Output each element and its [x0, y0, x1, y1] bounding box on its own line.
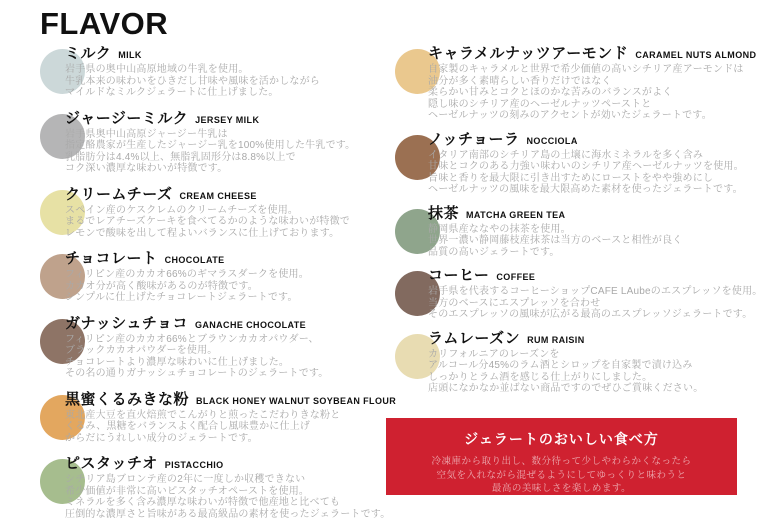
flavor-title — [65, 46, 400, 62]
flavor-description-line: ヘーゼルナッツの刻みのアクセントが効いたジェラートです。 — [428, 110, 712, 121]
flavor-item-ganache-chocolate — [65, 316, 400, 380]
flavor-name-jp: 抹茶 — [428, 204, 460, 222]
flavor-description — [428, 148, 763, 196]
flavor-description-line: 甘味とコクのある力強い味わいのシチリア産ヘーゼルナッツを使用。 — [428, 161, 744, 172]
flavor-description-line: 指定酪農家が生産したジャージー乳を100%使用した牛乳です。 — [65, 140, 356, 151]
flavor-description-line: 自家製のキャラメルと世界で希少価値の高いシチリア産アーモンドは — [428, 64, 744, 75]
flavor-description-line: まるでレアチーズケーキを食べてるかのような味わいが特徴で — [65, 216, 350, 227]
flavor-description-line: フィリピン産のカカオ66%のギマラスダークを使用。 — [65, 269, 309, 280]
flavor-description-line: 牛乳本来の味わいをひきだし甘味や風味を活かしながら — [65, 75, 320, 87]
tip-box-line: 最高の美味しさを楽しめます。 — [491, 483, 632, 494]
flavor-name-en: CHOCOLATE — [164, 255, 225, 265]
flavor-item-pistacchio — [65, 456, 400, 520]
flavor-title — [428, 268, 763, 284]
flavor-description — [428, 62, 763, 122]
flavor-description-line: 乳脂肪分は4.4%以上、無脂乳固形分は8.8%以上で — [65, 151, 296, 163]
tip-box-line: 空気を入れながら混ぜるようにしてゆっくりと味わうと — [436, 469, 687, 481]
flavor-title — [428, 46, 763, 62]
tip-box-line: 冷凍庫から取り出し、数分待って少しやわらかくなったら — [431, 456, 692, 467]
flavor-description-line: 当方のベースにエスプレッソを合わせ — [428, 297, 601, 309]
flavor-description — [65, 332, 400, 380]
flavor-item-nocciola — [428, 132, 763, 196]
flavor-description — [65, 62, 400, 99]
flavor-title — [428, 331, 763, 347]
flavor-name-en: GANACHE CHOCOLATE — [194, 319, 307, 330]
flavor-description-line: レモンで酸味を出して程よいバランスに仕上げております。 — [65, 227, 340, 239]
flavor-description — [65, 127, 400, 175]
flavor-name-en: MATCHA GREEN TEA — [466, 209, 566, 220]
flavor-name-jp: 黒蜜くるみきな粉 — [65, 390, 190, 408]
flavor-name-en: CARAMEL NUTS ALMOND — [635, 50, 757, 60]
flavor-description-line: スペイン産のケスクレムのクリームチーズを使用。 — [65, 204, 299, 216]
flavor-name-jp: クリームチーズ — [65, 185, 173, 203]
flavor-description-line: シンプルに仕上げたチョコレートジェラートです。 — [65, 292, 298, 303]
flavor-description-line: フィリピン産のカカオ66%とブラウンカカオパウダー、 — [65, 333, 319, 345]
flavor-name-jp: ノッチョーラ — [428, 130, 520, 148]
flavor-name-jp: ガナッシュチョコ — [65, 314, 188, 332]
flavor-name-en: RUM RAISIN — [527, 334, 585, 345]
flavor-column-left — [65, 46, 400, 532]
how-to-eat-tip-box — [386, 418, 737, 495]
flavor-description — [428, 347, 763, 395]
flavor-title — [428, 132, 763, 148]
flavor-name-jp: ミルク — [65, 45, 112, 62]
flavor-description-line: イタリア南部のシチリア島の土壌に海水ミネラルを多く含み — [428, 149, 704, 161]
flavor-description — [65, 267, 400, 304]
flavor-description-line: ブラックカカオパウダーを使用。 — [65, 345, 218, 356]
flavor-description-line: 岩手県奥中山高原ジャージー牛乳は — [65, 128, 228, 140]
flavor-name-en: CREAM CHEESE — [179, 190, 257, 201]
flavor-description-line: からだにうれしい成分のジェラートです。 — [65, 432, 258, 444]
flavor-description-line: 隠し味のシチリア産のヘーゼルナッツペーストと — [428, 98, 652, 110]
flavor-name-jp: キャラメルナッツアーモンド — [428, 45, 629, 62]
flavor-name-en: MILK — [118, 50, 142, 60]
flavor-description — [65, 203, 400, 240]
flavor-description-line: 岩手県を代表するコーヒーショップCAFE LAubeのエスプレッソを使用。 — [428, 286, 763, 297]
flavor-item-chocolate — [65, 251, 400, 304]
flavor-description-line: 旨味と香りを最大限に引き出すためにローストをやや強めにし — [428, 172, 714, 184]
flavor-description-line: しっかりとラム酒を感じる仕上がりにしました。 — [428, 371, 653, 383]
flavor-item-cream-cheese — [65, 187, 400, 240]
flavor-name-jp: コーヒー — [428, 267, 490, 284]
flavor-title — [65, 187, 400, 203]
flavor-title — [428, 206, 763, 222]
flavor-description-line: ヘーゼルナッツの風味を最大限高めた素材を使ったジェラートです。 — [428, 184, 743, 195]
flavor-description-line: カリフォルニアのレーズンを — [428, 348, 560, 360]
flavor-description-line: 東北産大豆を直火焙煎でこんがりと煎ったこだわりきな粉と — [65, 409, 341, 421]
flavor-description-line: チョコレートより濃厚な味わいに仕上げました。 — [65, 356, 290, 368]
flavor-description-line: ミネラルを多く含み濃厚な味わいが特徴で他産地と比べても — [65, 497, 341, 508]
flavor-item-rum-raisin — [428, 331, 763, 395]
flavor-name-jp: チョコレート — [65, 250, 158, 267]
flavor-name-jp: ジャージーミルク — [65, 109, 189, 127]
flavor-description-line: カカオ分が高く酸味があるのが特徴です。 — [65, 280, 258, 292]
flavor-description-line: 店頭になかなか並ばない商品ですのでぜひご賞味ください。 — [428, 383, 704, 394]
flavor-description-line: 静岡県産ななやの抹茶を使用。 — [428, 223, 571, 235]
flavor-item-matcha — [428, 206, 763, 259]
flavor-item-jersey-milk — [65, 111, 400, 175]
flavor-title — [65, 392, 400, 408]
flavor-description — [65, 472, 400, 520]
flavor-name-en: NOCCIOLA — [526, 135, 578, 146]
flavor-name-jp: ラムレーズン — [428, 329, 521, 347]
flavor-item-black-honey-walnut — [65, 392, 400, 445]
flavor-description-line: 品質の高いジェラートです。 — [428, 246, 560, 258]
flavor-item-milk — [65, 46, 400, 99]
flavor-item-coffee — [428, 268, 763, 321]
flavor-description-line: 世界一濃い静岡藤枝産抹茶は当方のベースと相性が良く — [428, 235, 683, 246]
flavor-name-en: PISTACCHIO — [164, 460, 224, 470]
flavor-column-right — [428, 46, 763, 405]
flavor-title — [65, 316, 400, 332]
flavor-title — [65, 456, 400, 472]
flavor-description-line: コク深い濃厚な味わいが特徴です。 — [65, 163, 228, 174]
flavor-description-line: シチリア島ブロンテ産の2年に一度しか収穫できない — [65, 474, 306, 485]
flavor-description — [65, 408, 400, 445]
flavor-description — [428, 284, 763, 321]
flavor-description-line: その名の通りガナッシュチョコレートのジェラートです。 — [65, 368, 329, 379]
page-title: FLAVOR — [40, 6, 169, 41]
flavor-description-line: そのエスプレッソの風味が広がる最高のエスプレッソジェラートです。 — [428, 309, 753, 320]
flavor-name-en: JERSEY MILK — [195, 114, 260, 125]
flavor-description — [428, 222, 763, 259]
flavor-description-line: 油分が多く素晴らしい香りだけではなく — [428, 75, 612, 87]
flavor-name-jp: ピスタッチオ — [65, 455, 158, 472]
tip-box-title: ジェラートのおいしい食べ方 — [464, 431, 659, 447]
flavor-title — [65, 251, 400, 267]
flavor-description-line: アルコール分45%のラム酒とシロップを自家製で漬け込み — [428, 360, 693, 371]
flavor-item-caramel-nuts-almond — [428, 46, 763, 122]
flavor-name-en: COFFEE — [496, 272, 536, 282]
flavor-name-en: BLACK HONEY WALNUT SOYBEAN FLOUR — [196, 395, 397, 406]
flavor-description-line: 岩手県の奥中山高原地域の牛乳を使用。 — [65, 64, 249, 75]
flavor-description-line: くるみ、黒糖をバランスよく配合し風味豊かに仕上げ — [65, 421, 311, 432]
flavor-description-line: マイルドなミルクジェラートに仕上げました。 — [65, 87, 279, 98]
flavor-description-line: 希少価値が非常に高いピスタッチオペーストを使用。 — [65, 485, 310, 497]
flavor-description-line: 柔らかい甘みとコクとほのかな苦みのバランスがよく — [428, 87, 673, 98]
flavor-description-line: 圧倒的な濃厚さと旨味がある最高級品の素材を使ったジェラートです。 — [65, 508, 391, 520]
flavor-title — [65, 111, 400, 127]
